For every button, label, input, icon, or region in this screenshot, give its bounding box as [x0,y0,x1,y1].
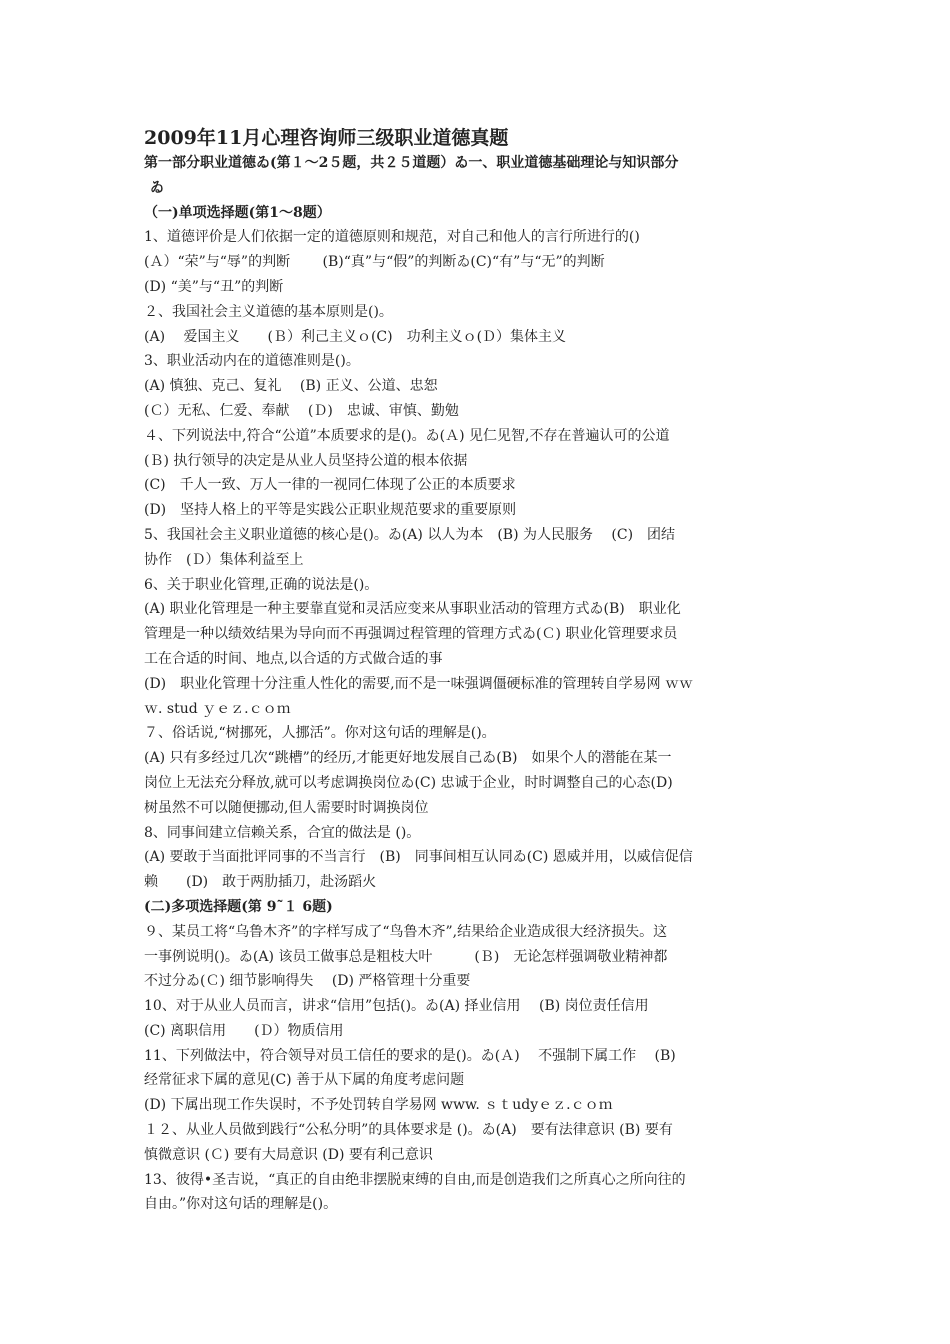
question-line: 3、职业活动内在的道德准则是()。 [144,353,360,370]
question-line: 协作 (Ｄ）集体利益至上 [144,551,304,568]
question-line: 经常征求下属的意见(C) 善于从下属的角度考虑问题 [144,1072,465,1089]
question-line: ｗ. stud ｙｅｚ.ｃｏｍ [144,700,291,717]
question-line: 赖 (D) 敢于两肋插刀，赴汤蹈火 [144,874,377,891]
question-line: (A) 慎独、克己、复礼 (B) 正义、公道、忠恕 [144,378,438,395]
question-line: (Ｂ) 执行领导的决定是从业人员坚持公道的根本依据 [144,452,468,469]
question-line: 13、彼得•圣吉说，“真正的自由绝非摆脱束缚的自由,而是创造我们之所真心之所向往的 [144,1171,686,1188]
question-line: (Ｃ）无私、仁爱、奉献 (Ｄ) 忠诚、审慎、勤勉 [144,402,459,419]
question-line: (A) 职业化管理是一种主要靠直觉和灵活应变来从事职业活动的管理方式ゐ(B) 职业化 [144,601,681,618]
question-line: 树虽然不可以随便挪动,但人需要时时调换岗位 [144,799,429,816]
question-line: (D) 下属出现工作失误时，不予处罚转自学易网 www. ｓｔudyｅｚ.ｃｏｍ [144,1097,613,1114]
question-line: 10、对于从业人员而言，讲求“信用”包括()。ゐ(A) 择业信用 (B) 岗位责任信用 [144,998,649,1015]
question-line: (C) 离职信用 (Ｄ）物质信用 [144,1022,344,1039]
question-line: (C) 千人一致、万人一律的一视同仁体现了公正的本质要求 [144,477,516,494]
question-line: 岗位上无法充分释放,就可以考虑调换岗位ゐ(C) 忠诚于企业，时时调整自己的心态(D) [144,774,673,791]
question-line: 慎微意识 (Ｃ) 要有大局意识 (D) 要有利己意识 [144,1146,433,1163]
question-line: 11、下列做法中，符合领导对员工信任的要求的是()。ゐ(Ａ) 不强制下属工作 (B) [144,1047,676,1064]
question-line: 自由。”你对这句话的理解是()。 [144,1196,338,1213]
document-page [144,125,812,1217]
question-line: 5、我国社会主义职业道德的核心是()。ゐ(A) 以人为本 (B) 为人民服务 (C) 团结 [144,526,676,543]
document-title: 2009年11月心理咨询师三级职业道德真题 [144,127,509,149]
question-line: 工在合适的时间、地点,以合适的方式做合适的事 [144,650,443,667]
question-line: ２、我国社会主义道德的基本原则是()。 [144,303,393,320]
part-heading: 第一部分职业道德ゐ(第１～2５题，共２５道题）ゐ一、职业道德基础理论与知识部分 [144,155,679,171]
question-line: (D) 职业化管理十分注重人性化的需要,而不是一味强调僵硬标准的管理转自学易网 ｗｗ [144,675,694,692]
question-line: 管理是一种以绩效结果为导向而不再强调过程管理的管理方式ゐ(Ｃ) 职业化管理要求员 [144,626,678,643]
question-line: １２、从业人员做到践行“公私分明”的具体要求是 ()。ゐ(A) 要有法律意识 (B) 要有 [144,1122,673,1139]
section-heading-single-choice: （一)单项选择题(第1～8题） [144,204,331,221]
question-line: 8、同事间建立信赖关系，合宜的做法是 ()。 [144,824,421,841]
question-line: ９、某员工将“乌鲁木齐”的字样写成了“鸟鲁木齐”,结果给企业造成很大经济损失。这 [144,923,668,940]
part-heading-tail: ゐ [150,179,164,196]
question-line: 1、道德评价是人们依据一定的道德原则和规范，对自己和他人的言行所进行的() [144,229,640,246]
question-line: (A) 爱国主义 (Ｂ）利己主义ｏ(C) 功利主义ｏ(Ｄ）集体主义 [144,328,567,345]
question-line: (A) 要敢于当面批评同事的不当言行 (B) 同事间相互认同ゐ(C) 恩威并用，以威信促信 [144,849,693,866]
question-line: 6、关于职业化管理,正确的说法是()。 [144,576,379,593]
question-line: (D) 坚持人格上的平等是实践公正职业规范要求的重要原则 [144,502,517,519]
question-line: ７、俗话说,“树挪死，人挪活”。你对这句话的理解是()。 [144,725,496,742]
question-line: (D) “美”与“丑”的判断 [144,278,284,295]
question-line: 不过分ゐ(Ｃ) 细节影响得失 (D) 严格管理十分重要 [144,973,471,990]
section-heading-multiple-choice: (二)多项选择题(第 9˜１ 6题) [144,898,333,915]
question-line: ４、下列说法中,符合“公道”本质要求的是()。ゐ(Ａ) 见仁见智,不存在普遍认可的公道 [144,427,670,444]
question-line: 一事例说明()。ゐ(A) 该员工做事总是粗枝大叶 (Ｂ) 无论怎样强调敬业精神都 [144,948,668,965]
question-line: (A) 只有多经过几次“跳槽”的经历,才能更好地发展自己ゐ(B) 如果个人的潜能在某一 [144,750,672,767]
question-line: (Ａ）“荣”与“辱”的判断 (B)“真”与“假”的判断ゐ(C)“有”与“无”的判断 [144,254,605,271]
